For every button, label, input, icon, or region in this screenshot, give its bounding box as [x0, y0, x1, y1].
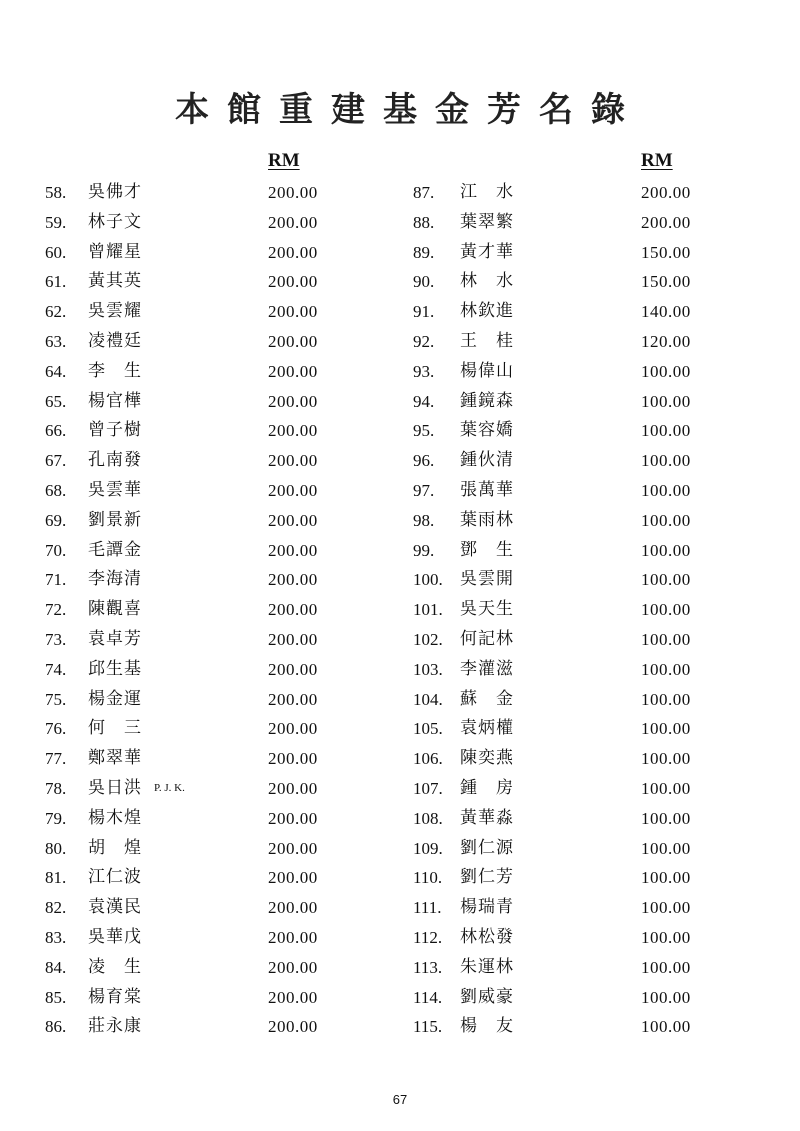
donor-row: [0, 685, 400, 715]
donor-name: 劉景新: [88, 509, 142, 530]
donor-name: 葉翠繁: [460, 211, 514, 232]
donor-number: 90.: [413, 272, 435, 292]
donor-number: 64.: [45, 361, 67, 381]
currency-label-left: RM: [268, 150, 300, 171]
donor-row: [0, 774, 400, 804]
donor-name: 毛譚金: [88, 539, 142, 560]
donation-amount: 100.00: [641, 749, 691, 769]
donor-row: [0, 178, 400, 208]
page-number: 67: [392, 1092, 408, 1107]
donor-name: 凌禮廷: [88, 330, 142, 351]
donation-amount: 120.00: [641, 331, 691, 351]
donor-name: 袁卓芳: [88, 628, 142, 649]
donation-amount: 100.00: [641, 838, 691, 858]
donor-row: [0, 208, 400, 238]
donor-number: 110.: [413, 868, 443, 888]
donor-name: 胡 煌: [88, 837, 142, 858]
donation-amount: 200.00: [268, 927, 318, 947]
donor-row: [400, 476, 800, 506]
donor-number: 108.: [413, 808, 443, 828]
donor-row: [0, 714, 400, 744]
donation-amount: 200.00: [268, 719, 318, 739]
donor-name: 鄭翠華: [88, 748, 142, 769]
donor-row: [400, 357, 800, 387]
donor-number: 98.: [413, 510, 435, 530]
donor-row: [400, 446, 800, 476]
donation-amount: 200.00: [268, 272, 318, 292]
donor-number: 115.: [413, 1017, 443, 1037]
donor-name: 吳佛才: [88, 182, 142, 202]
donor-number: 104.: [413, 689, 443, 709]
donor-row: [400, 893, 800, 923]
donor-name: 楊 友: [460, 1016, 514, 1037]
donor-row: [400, 387, 800, 417]
donor-number: 63.: [45, 331, 67, 351]
donor-number: 94.: [413, 391, 435, 411]
donation-amount: 150.00: [641, 242, 691, 262]
donor-name: 劉仁芳: [460, 867, 514, 888]
donor-name: 吳雲華: [88, 479, 142, 500]
donor-number: 93.: [413, 361, 435, 381]
donor-name: 李灌滋: [460, 658, 514, 679]
donor-row: [0, 595, 400, 625]
donor-row: [0, 953, 400, 983]
donor-number: 58.: [45, 183, 67, 202]
donation-amount: 100.00: [641, 361, 691, 381]
donor-name: 孔南發: [88, 450, 142, 471]
donor-row: [400, 625, 800, 655]
donor-name: 曾耀星: [88, 241, 142, 262]
donation-amount: 100.00: [641, 1017, 691, 1037]
donor-name: 邱生基: [88, 658, 142, 679]
donor-number: 89.: [413, 242, 435, 262]
donation-amount: 100.00: [641, 778, 691, 798]
donor-number: 77.: [45, 749, 67, 769]
donor-row: [0, 267, 400, 297]
donor-row: [400, 595, 800, 625]
donation-amount: 200.00: [268, 987, 318, 1007]
donor-name: 江 水: [460, 182, 514, 202]
donor-row: [400, 1012, 800, 1042]
donor-number: 88.: [413, 212, 435, 232]
donor-name: 蘇 金: [460, 688, 514, 709]
donor-row: [400, 565, 800, 595]
donation-amount: 200.00: [268, 540, 318, 560]
donor-row: [0, 476, 400, 506]
donor-name: 黃其英: [88, 271, 142, 292]
donation-amount: 200.00: [268, 749, 318, 769]
donor-name: 劉威豪: [460, 986, 514, 1007]
donor-row: [0, 655, 400, 685]
donor-name: 李海清: [88, 569, 142, 590]
donor-row: [0, 893, 400, 923]
donor-number: 105.: [413, 719, 443, 739]
donor-row: [400, 744, 800, 774]
donor-name: 李 生: [88, 360, 142, 381]
donation-amount: 140.00: [641, 302, 691, 322]
donor-row: [400, 923, 800, 953]
donor-row: [400, 238, 800, 268]
donor-name: 黃華淼: [460, 807, 514, 828]
donor-row: [400, 714, 800, 744]
donor-name: 吳日洪: [88, 777, 142, 798]
donor-number: 65.: [45, 391, 67, 411]
donor-row: [0, 1012, 400, 1042]
donor-number: 69.: [45, 510, 67, 530]
donor-name: 鍾伙清: [460, 450, 514, 471]
donor-number: 74.: [45, 659, 67, 679]
donor-number: 67.: [45, 451, 67, 471]
donor-name: 袁炳權: [460, 718, 514, 739]
donor-name: 凌 生: [88, 956, 142, 977]
donor-name: 林欽進: [460, 301, 514, 322]
donor-number: 79.: [45, 808, 67, 828]
donor-row: [0, 625, 400, 655]
donor-row: [0, 506, 400, 536]
donor-number: 100.: [413, 570, 443, 590]
donor-number: 70.: [45, 540, 67, 560]
donor-number: 85.: [45, 987, 67, 1007]
donor-list-right: [400, 178, 800, 1042]
donation-amount: 100.00: [641, 421, 691, 441]
donor-name: 何 三: [88, 718, 142, 739]
donation-amount: 100.00: [641, 659, 691, 679]
donor-name: 張萬華: [460, 479, 514, 500]
donation-amount: 200.00: [268, 451, 318, 471]
donor-number: 114.: [413, 987, 443, 1007]
donor-name: 吳雲耀: [88, 301, 142, 322]
donor-name: 鄧 生: [460, 539, 514, 560]
donor-number: 71.: [45, 570, 67, 590]
donation-amount: 100.00: [641, 510, 691, 530]
donation-amount: 200.00: [268, 629, 318, 649]
donor-row: [400, 863, 800, 893]
donor-name: 鍾鏡森: [460, 390, 514, 411]
donor-row: [0, 744, 400, 774]
donation-amount: 100.00: [641, 808, 691, 828]
donor-number: 109.: [413, 838, 443, 858]
donation-amount: 200.00: [268, 1017, 318, 1037]
currency-label-right: RM: [641, 150, 673, 171]
donation-amount: 200.00: [268, 838, 318, 858]
donor-row: [400, 536, 800, 566]
donor-number: 99.: [413, 540, 435, 560]
donation-amount: 100.00: [641, 451, 691, 471]
donor-number: 80.: [45, 838, 67, 858]
donor-name: 陳觀喜: [88, 599, 142, 620]
donation-amount: 100.00: [641, 898, 691, 918]
donor-row: [0, 923, 400, 953]
donor-name: 林子文: [88, 211, 142, 232]
donation-amount: 200.00: [268, 808, 318, 828]
donor-name: 楊瑞青: [460, 897, 514, 918]
donation-amount: 100.00: [641, 719, 691, 739]
donor-number: 96.: [413, 451, 435, 471]
donor-number: 101.: [413, 600, 443, 620]
donor-number: 111.: [413, 898, 442, 918]
donation-amount: 100.00: [641, 570, 691, 590]
donor-name: 江仁波: [88, 867, 142, 888]
donor-row: [0, 983, 400, 1013]
donor-number: 91.: [413, 302, 435, 322]
donation-amount: 200.00: [268, 480, 318, 500]
donor-number: 61.: [45, 272, 67, 292]
page-title: 本館重建基金芳名錄: [175, 90, 643, 130]
donor-row: [0, 536, 400, 566]
donation-amount: 200.00: [268, 391, 318, 411]
donor-name: 何記林: [460, 628, 514, 649]
donor-number: 87.: [413, 183, 435, 202]
donor-name: 楊金運: [88, 688, 142, 709]
donor-number: 72.: [45, 600, 67, 620]
donation-amount: 200.00: [268, 361, 318, 381]
donor-number: 75.: [45, 689, 67, 709]
donation-amount: 200.00: [268, 600, 318, 620]
donor-row: [400, 774, 800, 804]
donor-row: [0, 804, 400, 834]
donation-amount: 200.00: [268, 183, 318, 202]
donation-amount: 200.00: [268, 242, 318, 262]
donation-amount: 200.00: [268, 689, 318, 709]
donor-number: 95.: [413, 421, 435, 441]
donor-number: 106.: [413, 749, 443, 769]
donor-number: 92.: [413, 331, 435, 351]
donor-name: 林松發: [460, 926, 514, 947]
donor-number: 68.: [45, 480, 67, 500]
donation-amount: 200.00: [268, 421, 318, 441]
donor-row: [400, 327, 800, 357]
donor-name: 吳華戊: [88, 926, 142, 947]
donation-amount: 200.00: [268, 302, 318, 322]
donation-amount: 200.00: [268, 331, 318, 351]
donor-number: 81.: [45, 868, 67, 888]
donation-amount: 150.00: [641, 272, 691, 292]
donor-row: [0, 357, 400, 387]
donor-name: 林 水: [460, 271, 514, 292]
donor-row: [0, 387, 400, 417]
donor-row: [0, 834, 400, 864]
donor-number: 59.: [45, 212, 67, 232]
donor-number: 78.: [45, 778, 67, 798]
donor-number: 112.: [413, 927, 443, 947]
donation-amount: 200.00: [268, 510, 318, 530]
donor-number: 97.: [413, 480, 435, 500]
donation-amount: 100.00: [641, 600, 691, 620]
donor-name: 袁漢民: [88, 897, 142, 918]
donor-number: 86.: [45, 1017, 67, 1037]
donor-row: [400, 506, 800, 536]
donation-amount: 200.00: [268, 570, 318, 590]
donor-number: 102.: [413, 629, 443, 649]
donor-number: 82.: [45, 898, 67, 918]
donor-name: 曾子樹: [88, 420, 142, 441]
donation-amount: 100.00: [641, 987, 691, 1007]
donor-number: 62.: [45, 302, 67, 322]
donor-name: 朱運林: [460, 956, 514, 977]
donor-name: 葉雨林: [460, 509, 514, 530]
donation-amount: 200.00: [268, 212, 318, 232]
donor-name: 鍾 房: [460, 777, 514, 798]
donor-name: 莊永康: [88, 1016, 142, 1037]
donor-number: 66.: [45, 421, 67, 441]
donor-row: [400, 416, 800, 446]
donor-note: P. J. K.: [154, 781, 185, 794]
donation-amount: 100.00: [641, 480, 691, 500]
donation-amount: 100.00: [641, 927, 691, 947]
donor-row: [0, 446, 400, 476]
donor-number: 60.: [45, 242, 67, 262]
donor-name: 葉容嬌: [460, 420, 514, 441]
donor-number: 83.: [45, 927, 67, 947]
donation-amount: 100.00: [641, 540, 691, 560]
donation-amount: 100.00: [641, 868, 691, 888]
donor-name: 王 桂: [460, 330, 514, 351]
donor-row: [0, 238, 400, 268]
donation-amount: 100.00: [641, 957, 691, 977]
donor-number: 113.: [413, 957, 443, 977]
donation-amount: 100.00: [641, 391, 691, 411]
donor-name: 楊偉山: [460, 360, 514, 381]
donor-name: 楊木煌: [88, 807, 142, 828]
donor-name: 陳奕燕: [460, 748, 514, 769]
donation-amount: 200.00: [268, 868, 318, 888]
donor-name: 楊官樺: [88, 390, 142, 411]
donor-name: 吳天生: [460, 599, 514, 620]
donor-number: 73.: [45, 629, 67, 649]
donation-amount: 200.00: [268, 898, 318, 918]
donor-number: 103.: [413, 659, 443, 679]
donor-row: [0, 297, 400, 327]
donor-row: [400, 178, 800, 208]
donor-row: [400, 297, 800, 327]
donation-amount: 200.00: [268, 659, 318, 679]
donor-row: [0, 565, 400, 595]
donation-amount: 100.00: [641, 689, 691, 709]
donor-name: 楊育棠: [88, 986, 142, 1007]
donor-name: 黃才華: [460, 241, 514, 262]
donation-amount: 200.00: [268, 957, 318, 977]
donor-row: [0, 863, 400, 893]
donor-row: [400, 208, 800, 238]
donor-row: [400, 834, 800, 864]
donor-row: [0, 327, 400, 357]
donor-name: 吳雲開: [460, 569, 514, 590]
donation-amount: 200.00: [268, 778, 318, 798]
donor-number: 107.: [413, 778, 443, 798]
donor-row: [400, 983, 800, 1013]
donor-row: [400, 655, 800, 685]
donor-row: [0, 416, 400, 446]
donor-row: [400, 685, 800, 715]
donor-name: 劉仁源: [460, 837, 514, 858]
donation-amount: 200.00: [641, 212, 691, 232]
donor-row: [400, 804, 800, 834]
donor-row: [400, 267, 800, 297]
donor-row: [400, 953, 800, 983]
donor-list-left: [0, 178, 400, 1042]
donation-amount: 200.00: [641, 183, 691, 202]
donation-amount: 100.00: [641, 629, 691, 649]
donor-number: 76.: [45, 719, 67, 739]
donor-number: 84.: [45, 957, 67, 977]
